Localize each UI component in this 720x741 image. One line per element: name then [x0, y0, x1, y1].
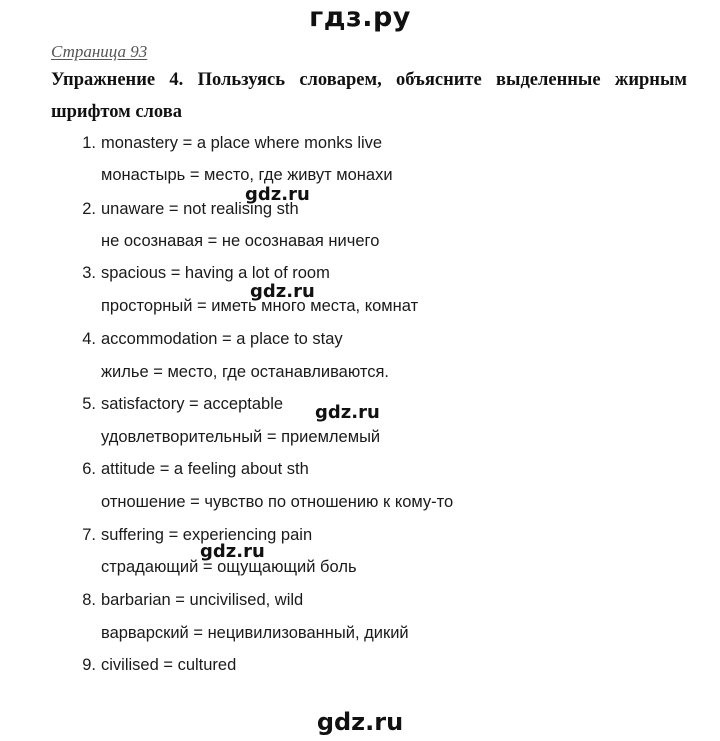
list-item-russian: удовлетворительный = приемлемый: [101, 428, 381, 446]
english-definition: satisfactory = acceptable: [101, 395, 284, 413]
watermark: gdz.ru: [200, 541, 265, 562]
item-number: 2.: [82, 200, 96, 218]
watermark: gdz.ru: [245, 184, 310, 205]
english-definition: barbarian = uncivilised, wild: [101, 591, 304, 609]
list-item-russian: просторный = иметь много места, комнат: [101, 297, 419, 315]
english-definition: civilised = cultured: [101, 656, 237, 674]
item-number: 9.: [82, 656, 96, 674]
footer-watermark: gdz.ru: [316, 708, 404, 736]
english-definition: suffering = experiencing pain: [101, 526, 313, 544]
list-item-russian: монастырь = место, где живут монахи: [101, 166, 393, 184]
list-item-english: [82, 460, 309, 479]
list-item-russian: жилье = место, где останавливаются.: [101, 363, 390, 381]
list-item-english: [82, 330, 343, 349]
item-number: 8.: [82, 591, 96, 609]
list-item-english: [82, 656, 237, 675]
watermark: gdz.ru: [315, 402, 380, 423]
english-definition: attitude = a feeling about sth: [101, 460, 309, 478]
list-item-english: [82, 395, 284, 414]
watermark: gdz.ru: [250, 281, 315, 302]
list-item-russian: варварский = нецивилизованный, дикий: [101, 624, 409, 642]
item-number: 6.: [82, 460, 96, 478]
site-header: гдз.ру: [309, 2, 411, 33]
page-label: Страница 93: [51, 42, 148, 61]
item-number: 5.: [82, 395, 96, 413]
list-item-english: [82, 134, 383, 153]
list-item-english: [82, 591, 304, 610]
list-item-russian: не осознавая = не осознавая ничего: [101, 232, 380, 250]
english-definition: unaware = not realising sth: [101, 200, 299, 218]
item-number: 1.: [82, 134, 96, 152]
english-definition: accommodation = a place to stay: [101, 330, 343, 348]
exercise-title: Упражнение 4. Пользуясь словарем, объясните выделенные жирным шрифтом слова: [51, 70, 687, 122]
item-number: 3.: [82, 264, 96, 282]
english-definition: spacious = having a lot of room: [101, 264, 330, 282]
english-definition: monastery = a place where monks live: [101, 134, 383, 152]
list-item-russian: страдающий = ощущающий боль: [101, 558, 357, 576]
list-item-russian: отношение = чувство по отношению к кому-то: [101, 493, 454, 511]
item-number: 4.: [82, 330, 96, 348]
item-number: 7.: [82, 526, 96, 544]
